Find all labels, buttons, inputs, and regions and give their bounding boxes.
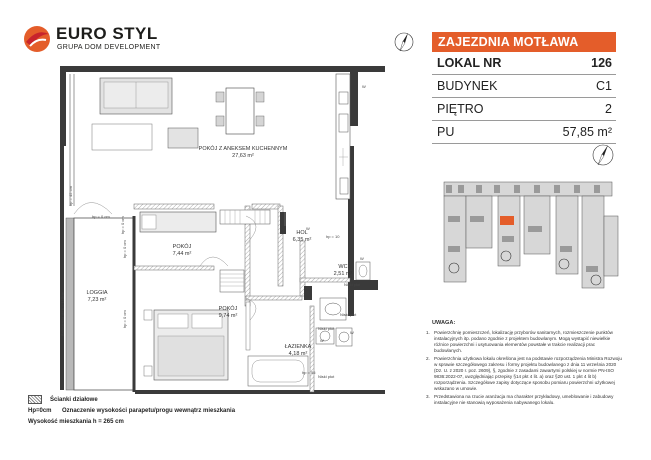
- site-key-plan: [436, 176, 626, 302]
- note-number: 2.: [426, 356, 430, 361]
- info-value: 2: [605, 102, 612, 116]
- project-name: ZAJEZDNIA MOTŁAWA: [432, 32, 616, 52]
- euro-styl-logo-mark-icon: [22, 24, 52, 54]
- room-area: 6,35 m²: [292, 237, 312, 243]
- room-area: 4,18 m²: [288, 351, 308, 357]
- room-area: 9,74 m²: [218, 313, 238, 319]
- legend-sill: [28, 405, 358, 416]
- info-value: 126: [591, 56, 612, 70]
- w-mark: W: [350, 330, 354, 335]
- room-area: 27,63 m²: [232, 153, 254, 159]
- brand-subtitle: GRUPA DOM DEVELOPMENT: [57, 44, 161, 51]
- note-text: Przedstawiona na rzucie aranżacja ma charakter przykładowy, umeblowanie i zabudowy instalacyjne nie stanowią wyposażenia nabywanego lokalu.: [434, 394, 614, 405]
- note-text: Powierzchnia użytkowa lokalu określona jest na podstawie rozporządzenia Ministra Rozwoju w sprawie szczegółowego zakresu i formy projektu budowlanego z dnia 11 września 2020 (Dz. U. z 2020 r. poz. 2609), §, zgodnie z zasadami zawartymi polskiej w normie PN-ISO 9836:2022-07, uwzględniając przepisy §14 pkt 4 lit. a) oraz §20 ust. 1 pkt 4 lit b) rozporządzenia. Szczegółowe zapisy dotyczące sposobu pomiaru powierzchni użytkowej wskazano w umowie.: [434, 356, 622, 391]
- sill-height-label: hp = 55: [302, 370, 316, 375]
- low-wall-label: Niski płot: [340, 312, 357, 317]
- low-wall-label: Niski płot: [318, 374, 335, 379]
- room-hall: [282, 230, 322, 244]
- legend-height: [28, 416, 358, 427]
- notes-section: [426, 320, 622, 408]
- room-name: LOGGIA: [86, 290, 108, 296]
- room-living: [178, 146, 308, 160]
- room-name: WC: [338, 264, 348, 270]
- legend-walls: [28, 394, 358, 405]
- info-row-unit: [432, 52, 616, 75]
- room-name: POKÓJ: [172, 244, 192, 250]
- sill-height-label: hp = 45 cm: [68, 186, 73, 206]
- w-mark: W: [320, 338, 324, 343]
- info-label: PIĘTRO: [437, 102, 484, 116]
- note-text: Powierzchnię pomieszczeń, lokalizację przyborów sanitarnych, rozmieszczenie punktów instalacyjnych itp. podano zgodnie z projektem budowlanym. Mogą wystąpić niewielkie różnice powierzchni i usytuowania elementów powstałe w trakcie realizacji prac budowlanych.: [434, 330, 613, 353]
- legend-sill-key: Hp=0cm: [28, 407, 52, 414]
- hatch-swatch-icon: [28, 395, 42, 404]
- floor-plan: [60, 66, 390, 396]
- unit-info-panel: [432, 32, 616, 144]
- legend-walls-text: Ścianki działowe: [50, 396, 98, 403]
- room-area: 7,44 m²: [172, 251, 192, 257]
- info-label: PU: [437, 125, 455, 139]
- info-row-area: [432, 121, 616, 144]
- sill-height-label: hp = 0 cm: [122, 310, 127, 328]
- room-name: ŁAZIENKA: [284, 344, 312, 350]
- notes-title: UWAGA:: [432, 320, 456, 326]
- note-item: [426, 394, 622, 406]
- note-item: [426, 356, 622, 392]
- note-item: [426, 330, 622, 354]
- room-bedroom-1: [162, 244, 202, 258]
- brand-name: EURO STYL: [56, 24, 158, 43]
- info-row-building: [432, 75, 616, 98]
- info-label: BUDYNEK: [437, 79, 498, 93]
- room-name: HOL: [296, 230, 308, 236]
- brand-logo: [22, 22, 172, 58]
- room-area: 2,51 m²: [333, 271, 353, 277]
- info-value: C1: [596, 79, 612, 93]
- info-value: 57,85 m²: [562, 125, 612, 139]
- room-bedroom-2: [208, 306, 248, 320]
- sill-height-label: hp = 0 cm: [120, 216, 125, 234]
- w-mark: W: [360, 256, 364, 261]
- room-name: POKÓJ Z ANEKSEM KUCHENNYM: [198, 146, 288, 152]
- north-compass-icon: [392, 30, 416, 54]
- note-number: 3.: [426, 394, 430, 399]
- sill-height-label: hp = 0 cm: [122, 240, 127, 258]
- w-mark: W: [306, 226, 310, 231]
- sill-height-label: hp = 10: [326, 234, 340, 239]
- north-compass-icon: [590, 142, 616, 168]
- low-wall-label: Niski płot: [318, 326, 335, 331]
- legend: [28, 394, 358, 427]
- sill-height-label: hp = 0 cm: [92, 214, 110, 219]
- info-row-floor: [432, 98, 616, 121]
- room-area: 7,23 m²: [87, 297, 107, 303]
- room-wc: [328, 264, 358, 278]
- unit-location-marker: [500, 216, 514, 225]
- info-label: LOKAL NR: [437, 56, 502, 70]
- legend-height-text: Wysokość mieszkania h = 265 cm: [28, 418, 124, 425]
- w-mark: W: [362, 84, 366, 89]
- note-number: 1.: [426, 330, 430, 335]
- legend-sill-text: Oznaczenie wysokości parapetu/progu wewnątrz mieszkania: [62, 407, 236, 414]
- room-name: POKÓJ: [218, 306, 238, 312]
- room-loggia: [82, 290, 112, 304]
- room-bathroom: [276, 344, 320, 358]
- low-wall-label: Niski płot: [344, 282, 361, 287]
- balustrade-label: Balustrada do h = 110cm: [60, 291, 65, 336]
